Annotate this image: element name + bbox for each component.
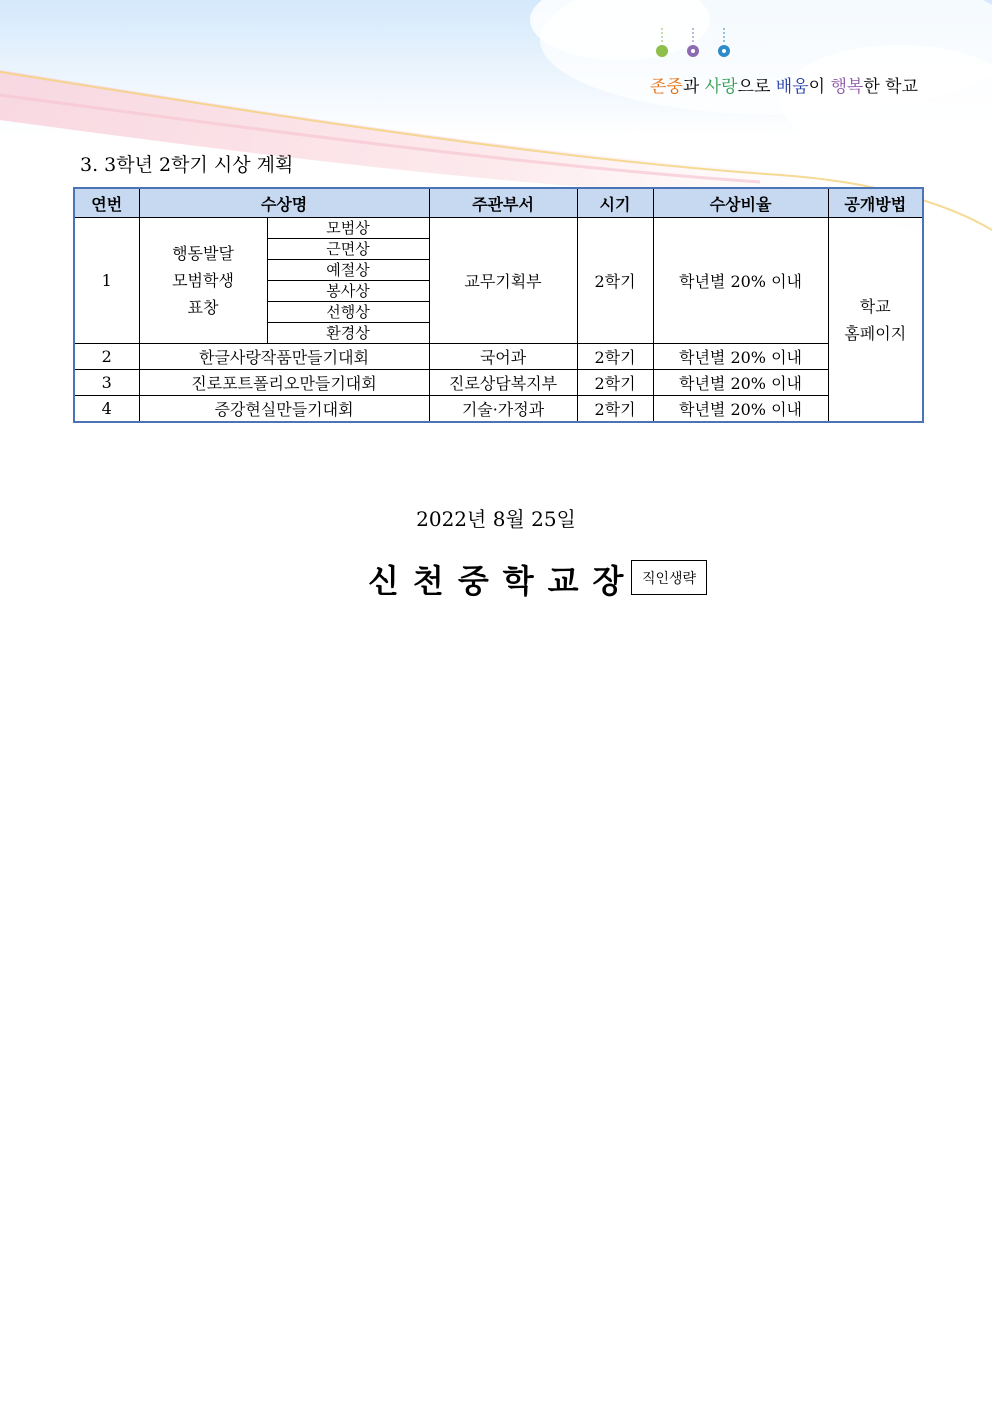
seal-omitted-box: 직인생략 [631,560,707,595]
document-date: 2022년 8월 25일 [416,507,576,531]
table-row [74,218,923,239]
header-dept: 주관부서 [429,188,577,218]
row-dept: 기술·가정과 [429,396,577,423]
slogan-part: 존중 [649,77,683,97]
row1-period: 2학기 [577,218,653,344]
sub-award: 환경상 [267,323,429,344]
row1-award-group [139,218,267,344]
sub-award: 봉사상 [267,281,429,302]
table-row [74,370,923,396]
row-no: 4 [74,396,139,423]
slogan-part: 으로 [737,77,776,97]
row-no: 3 [74,370,139,396]
award-plan-table [73,187,924,423]
table-header-row [74,188,923,218]
disclosure-cell [828,218,923,423]
row1-ratio: 학년별 20% 이내 [653,218,828,344]
slogan-part: 이 [808,77,831,97]
disclosure-line: 홈페이지 [844,323,907,343]
sub-award: 선행상 [267,302,429,323]
row-ratio: 학년별 20% 이내 [653,396,828,423]
row-award: 진로포트폴리오만들기대회 [139,370,429,396]
school-slogan [650,72,918,97]
award-group-line: 모범학생 [172,271,234,290]
header-disclosure: 공개방법 [828,188,923,218]
row1-dept: 교무기획부 [429,218,577,344]
row-period: 2학기 [577,344,653,370]
sub-award: 모범상 [267,218,429,239]
header-award: 수상명 [139,188,429,218]
sub-award: 근면상 [267,239,429,260]
principal-name: 신천중학교장 [368,562,638,600]
row-period: 2학기 [577,370,653,396]
award-group-line: 행동발달 [172,244,234,263]
row-award: 증강현실만들기대회 [139,396,429,423]
dot-green-icon [656,45,668,57]
row1-no: 1 [74,218,139,344]
header-period: 시기 [577,188,653,218]
row-dept: 국어과 [429,344,577,370]
slogan-part: 과 [682,77,705,97]
disclosure-line: 학교 [859,296,891,316]
sub-award: 예절상 [267,260,429,281]
row-ratio: 학년별 20% 이내 [653,344,828,370]
slogan-part: 한 학교 [863,77,918,97]
row-award: 한글사랑작품만들기대회 [139,344,429,370]
award-group-line: 표창 [187,298,219,317]
slogan-part: 행복 [830,77,864,97]
table-row [74,396,923,423]
table-row [74,344,923,370]
row-dept: 진로상담복지부 [429,370,577,396]
header-ratio: 수상비율 [653,188,828,218]
row-ratio: 학년별 20% 이내 [653,370,828,396]
row-no: 2 [74,344,139,370]
row-period: 2학기 [577,396,653,423]
slogan-part: 사랑 [704,77,738,97]
slogan-part: 배움 [775,77,809,97]
section-heading: 3. 3학년 2학기 시상 계획 [80,154,294,176]
header-no: 연번 [74,188,139,218]
